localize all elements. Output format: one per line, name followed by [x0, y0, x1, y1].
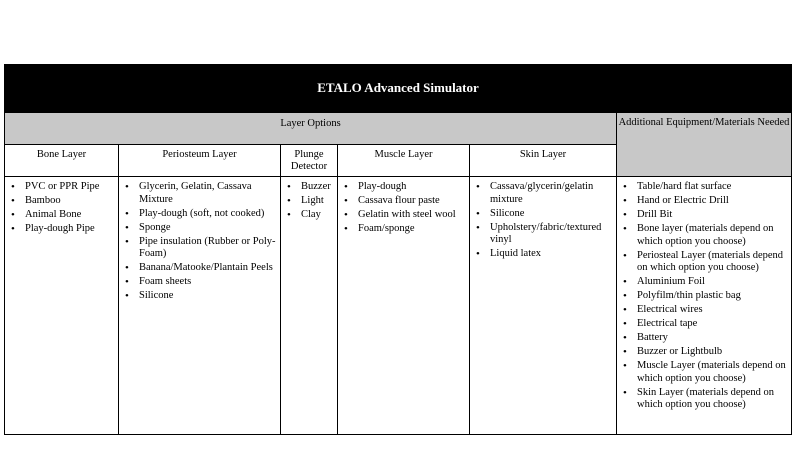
muscle-layer-cell — [338, 177, 470, 435]
additional-equipment-header: Additional Equipment/Materials Needed — [617, 113, 792, 177]
list-item: • Bone layer (materials depend on which option you choose) — [637, 223, 787, 248]
muscle-layer-header: Muscle Layer — [338, 145, 470, 177]
list-item: • Aluminium Foil — [637, 276, 787, 289]
plunge-detector-header: Plunge Detector — [281, 145, 338, 177]
periosteum-layer-cell — [119, 177, 281, 435]
list-item: • Muscle Layer (materials depend on which option you choose) — [637, 360, 787, 385]
list-item: • Pipe insulation (Rubber or Poly-Foam) — [139, 236, 276, 261]
list-item: • Silicone — [139, 290, 276, 303]
list-item: • Banana/Matooke/Plantain Peels — [139, 262, 276, 275]
list-item: • Cassava flour paste — [358, 195, 465, 208]
list-item: • Liquid latex — [490, 248, 612, 261]
list-item: • Glycerin, Gelatin, Cassava Mixture — [139, 181, 276, 206]
periosteum-layer-header: Periosteum Layer — [119, 145, 281, 177]
list-item: • Play-dough Pipe — [25, 223, 114, 236]
list-item: • Foam sheets — [139, 276, 276, 289]
plunge-detector-cell — [281, 177, 338, 435]
list-item: • Electrical wires — [637, 304, 787, 317]
list-item: • Sponge — [139, 222, 276, 235]
bone-layer-list — [5, 181, 118, 236]
list-item: • Buzzer or Lightbulb — [637, 346, 787, 359]
table-title: ETALO Advanced Simulator — [5, 65, 792, 113]
additional-equipment-cell — [617, 177, 792, 435]
list-item: • Electrical tape — [637, 318, 787, 331]
bone-layer-header: Bone Layer — [5, 145, 119, 177]
list-item: • Foam/sponge — [358, 223, 465, 236]
layer-options-header: Layer Options — [5, 113, 617, 145]
list-item: • Animal Bone — [25, 209, 114, 222]
list-item: • Clay — [301, 209, 333, 222]
list-item: • Cassava/glycerin/gelatin mixture — [490, 181, 612, 206]
bone-layer-cell — [5, 177, 119, 435]
list-item: • Play-dough — [358, 181, 465, 194]
list-item: • PVC or PPR Pipe — [25, 181, 114, 194]
materials-table — [4, 64, 792, 435]
skin-layer-cell — [470, 177, 617, 435]
list-item: • Table/hard flat surface — [637, 181, 787, 194]
list-item: • Hand or Electric Drill — [637, 195, 787, 208]
list-item: • Bamboo — [25, 195, 114, 208]
list-item: • Polyfilm/thin plastic bag — [637, 290, 787, 303]
list-item: • Skin Layer (materials depend on which option you choose) — [637, 387, 787, 412]
list-item: • Play-dough (soft, not cooked) — [139, 208, 276, 221]
list-item: • Buzzer — [301, 181, 333, 194]
list-item: • Battery — [637, 332, 787, 345]
skin-layer-header: Skin Layer — [470, 145, 617, 177]
plunge-detector-list — [281, 181, 337, 222]
muscle-layer-list — [338, 181, 469, 236]
skin-layer-list — [470, 181, 616, 261]
list-item: • Periosteal Layer (materials depend on which option you choose) — [637, 250, 787, 275]
list-item: • Silicone — [490, 208, 612, 221]
list-item: • Gelatin with steel wool — [358, 209, 465, 222]
periosteum-layer-list — [119, 181, 280, 303]
list-item: • Light — [301, 195, 333, 208]
list-item: • Drill Bit — [637, 209, 787, 222]
additional-equipment-list — [617, 181, 791, 412]
list-item: • Upholstery/fabric/textured vinyl — [490, 222, 612, 247]
